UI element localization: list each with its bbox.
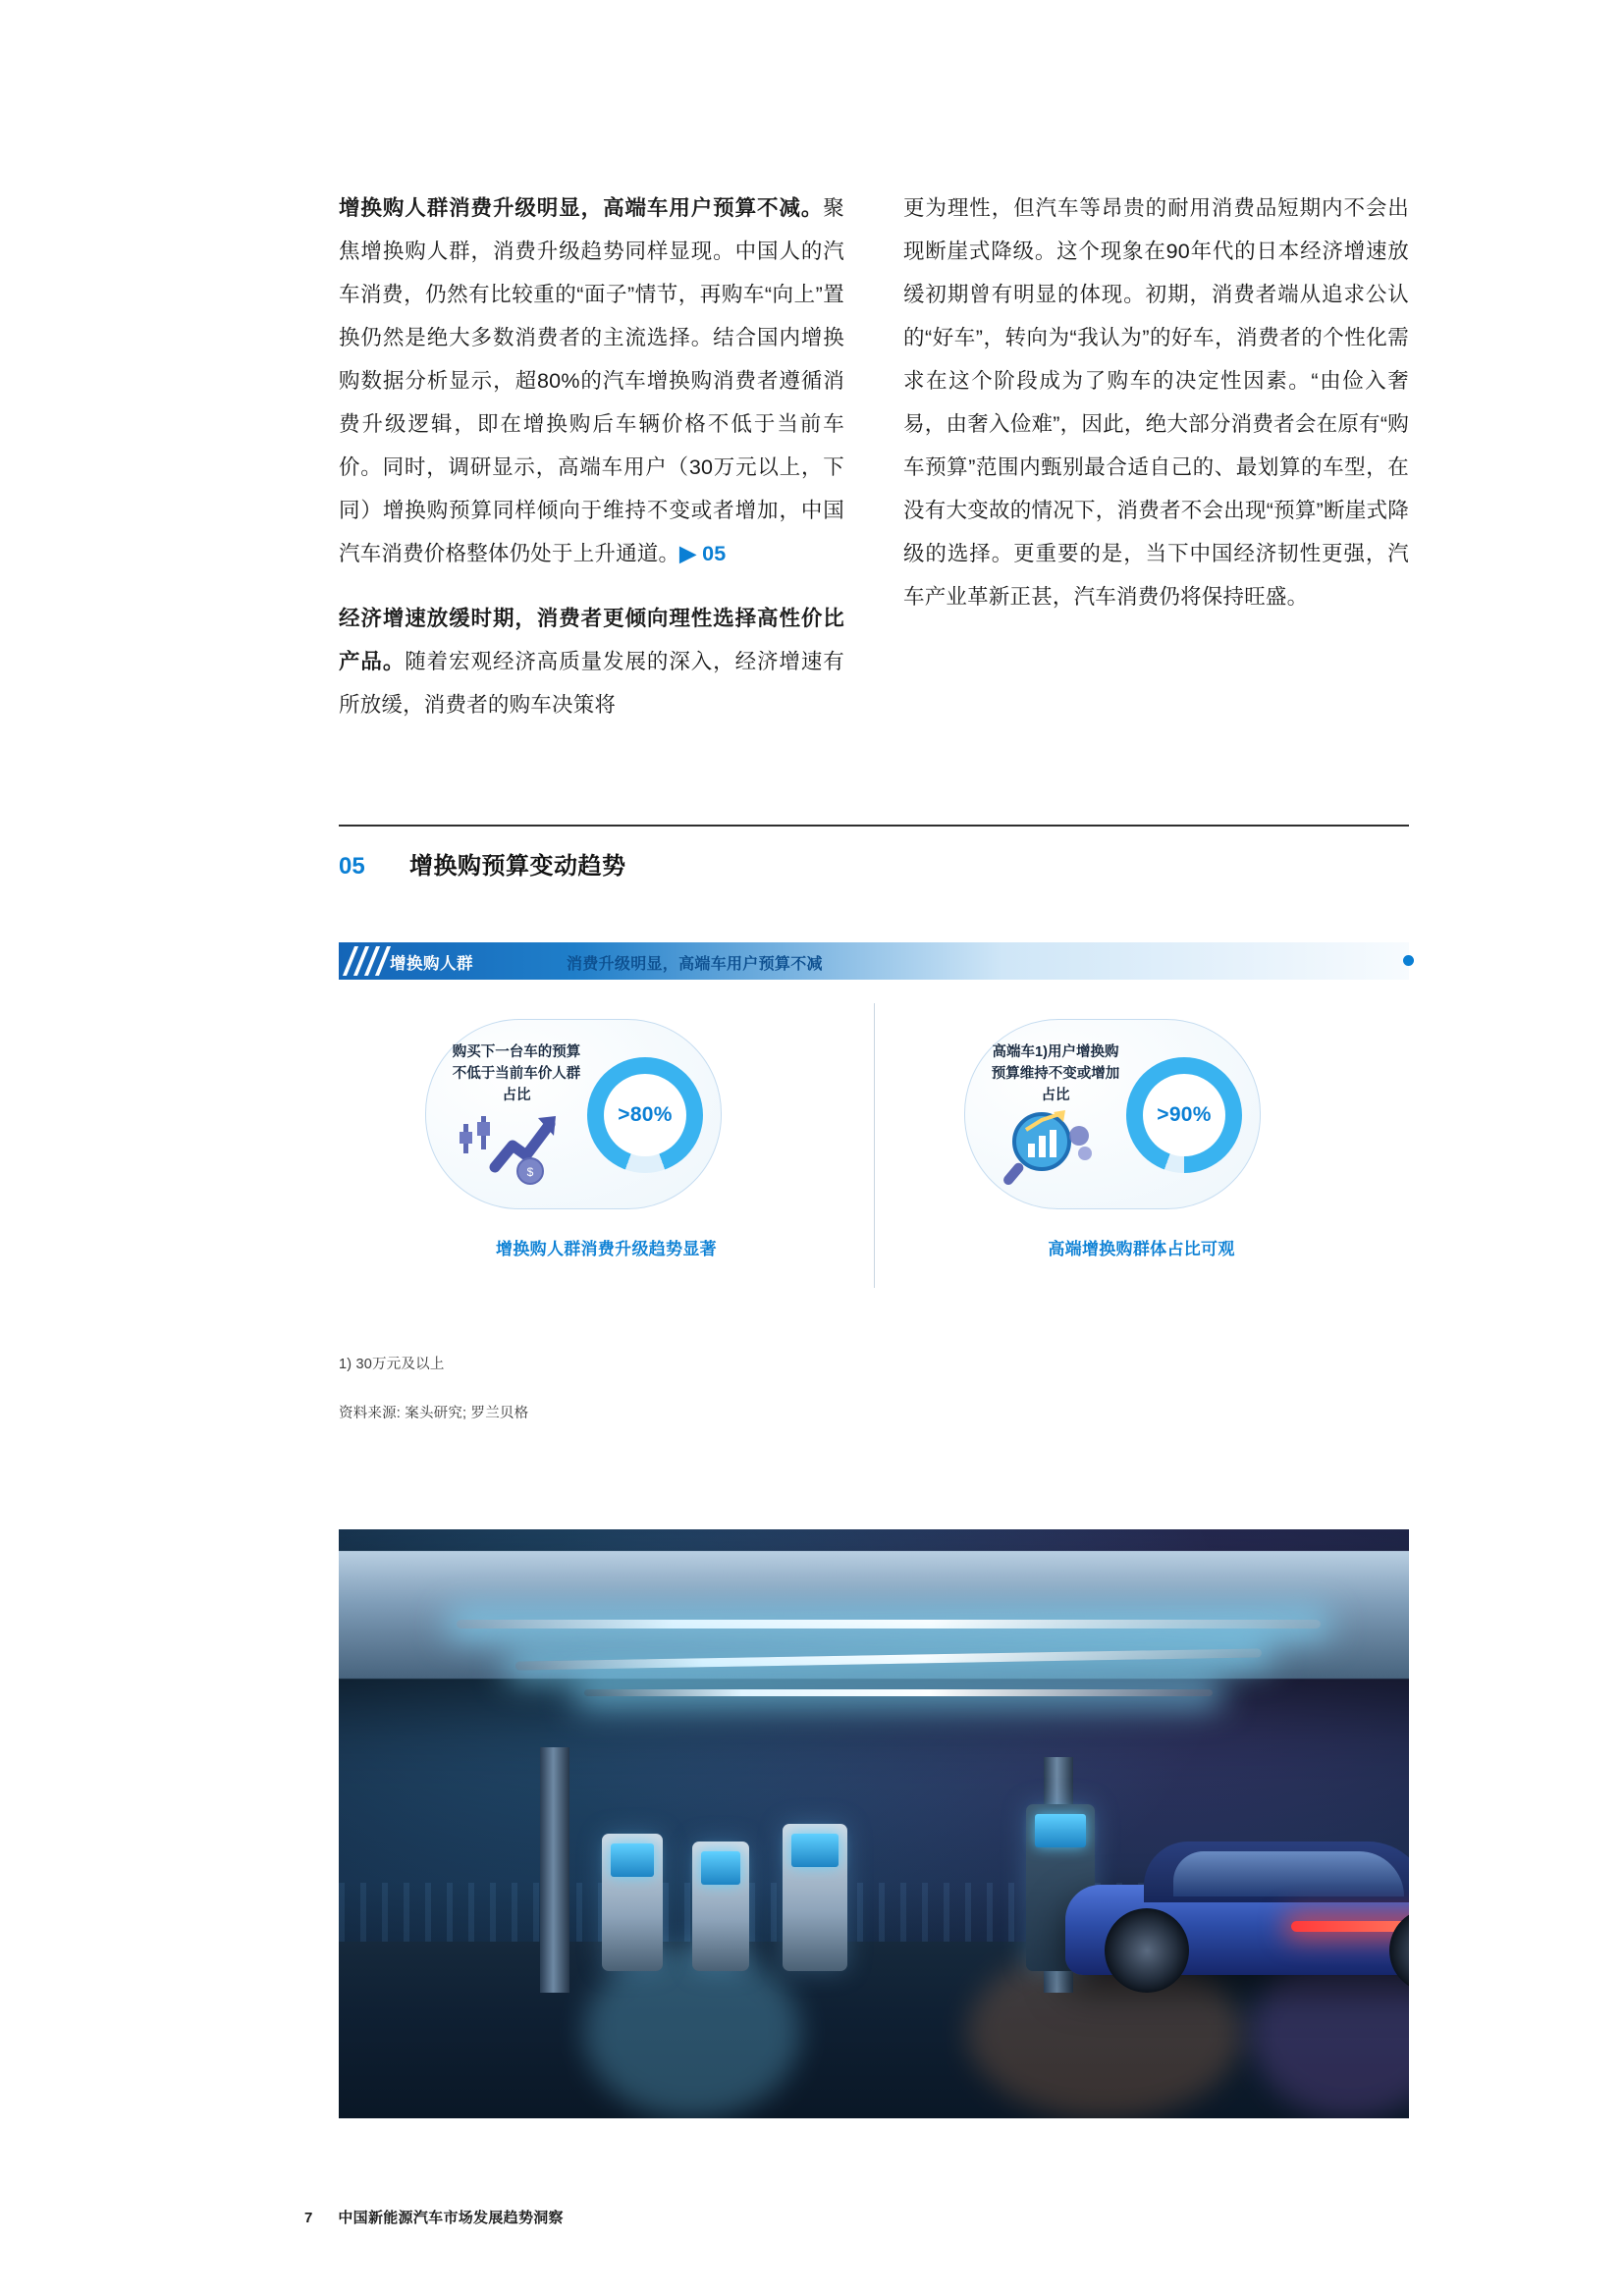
ev-charging-station-photo	[339, 1529, 1409, 2118]
section-divider	[339, 825, 1409, 827]
magnifier-bar-chart-icon	[995, 1106, 1116, 1187]
panel-left	[339, 991, 874, 1315]
left-column	[339, 187, 844, 748]
body-text	[339, 187, 1409, 748]
paragraph-1-text: 聚焦增换购人群，消费升级趋势同样显现。中国人的汽车消费，仍然有比较重的“面子”情节，再购车“向上”置换仍然是绝大多数消费者的主流选择。结合国内增换购数据分析显示，超80%的汽车增换购消费者遵循消费升级逻辑，即在增换购后车辆价格不低于当前车价。同时，调研显示，高端车用户（30万元以上，下同）增换购预算同样倾向于维持不变或者增加，中国汽车消费价格整体仍处于上升通道。	[339, 196, 844, 565]
panel-right-title: 高端车1)用户增换购预算维持不变或增加占比	[991, 1044, 1120, 1103]
panel-left-bubble	[425, 1019, 722, 1209]
panel-left-donut-chart	[587, 1057, 703, 1173]
paragraph-3-text: 更为理性，但汽车等昂贵的耐用消费品短期内不会出现断崖式降级。这个现象在90年代的日本经济增速放缓初期曾有明显的体现。初期，消费者端从追求公认的“好车”，转向为“我认为”的好车，消费者的个性化需求在这个阶段成为了购车的决定性因素。“由俭入奢易，由奢入俭难”，因此，绝大部分消费者会在原有“购车预算”范围内甄别最合适自己的、最划算的车型，在没有大变故的情况下，消费者不会出现“预算”断崖式降级的选择。更重要的是，当下中国经济韧性更强，汽车产业革新正甚，汽车消费仍将保持旺盛。	[903, 196, 1409, 609]
banner-tag-label: 增换购人群	[390, 955, 473, 973]
exhibit-source: 资料来源: 案头研究; 罗兰贝格	[339, 1406, 529, 1421]
panel-left-caption: 增换购人群消费升级趋势显著	[496, 1240, 717, 1258]
exhibit-number: 05	[339, 853, 365, 880]
panel-right	[874, 991, 1409, 1315]
exhibit-reference-05[interactable]: ▶ 05	[679, 542, 727, 565]
paragraph-1-lead: 增换购人群消费升级明显，高端车用户预算不减。	[339, 196, 824, 220]
exhibit-title: 增换购预算变动趋势	[409, 853, 626, 880]
panel-right-caption: 高端增换购群体占比可观	[1048, 1240, 1235, 1258]
panel-left-value: >80%	[618, 1103, 673, 1126]
electric-car	[1065, 1826, 1409, 1993]
donut-center	[1143, 1074, 1225, 1156]
banner-slash-decoration	[347, 946, 390, 976]
paragraph-2-text: 随着宏观经济高质量发展的深入，经济增速有所放缓，消费者的购车决策将	[339, 650, 844, 717]
panel-right-value: >90%	[1157, 1103, 1212, 1126]
paragraph-3	[903, 187, 1409, 618]
chart-arrow-up-icon	[456, 1106, 577, 1187]
page-footer	[304, 2207, 564, 2227]
exhibit-header	[339, 846, 1409, 881]
donut-center	[604, 1074, 686, 1156]
footer-document-title: 中国新能源汽车市场发展趋势洞察	[338, 2210, 564, 2226]
panel-right-donut-chart	[1126, 1057, 1242, 1173]
panel-left-title: 购买下一台车的预算不低于当前车价人群占比	[452, 1044, 581, 1103]
exhibit-body	[339, 991, 1409, 1315]
banner-subtitle: 消费升级明显，高端车用户预算不减	[567, 956, 823, 973]
panel-right-bubble	[964, 1019, 1261, 1209]
paragraph-2	[339, 597, 844, 726]
paragraph-2-lead: 经济增速放缓时期，消费者更倾向理性选择高性价比产品。	[339, 607, 844, 673]
exhibit-footnote: 1) 30万元及以上	[339, 1357, 445, 1372]
footer-page-number: 7	[304, 2210, 313, 2226]
exhibit-banner	[339, 942, 1409, 980]
paragraph-1	[339, 187, 844, 575]
svg-text:$: $	[526, 1165, 534, 1179]
right-column	[903, 187, 1409, 748]
banner-end-dot-icon	[1403, 955, 1414, 966]
banner-background	[339, 942, 1409, 980]
